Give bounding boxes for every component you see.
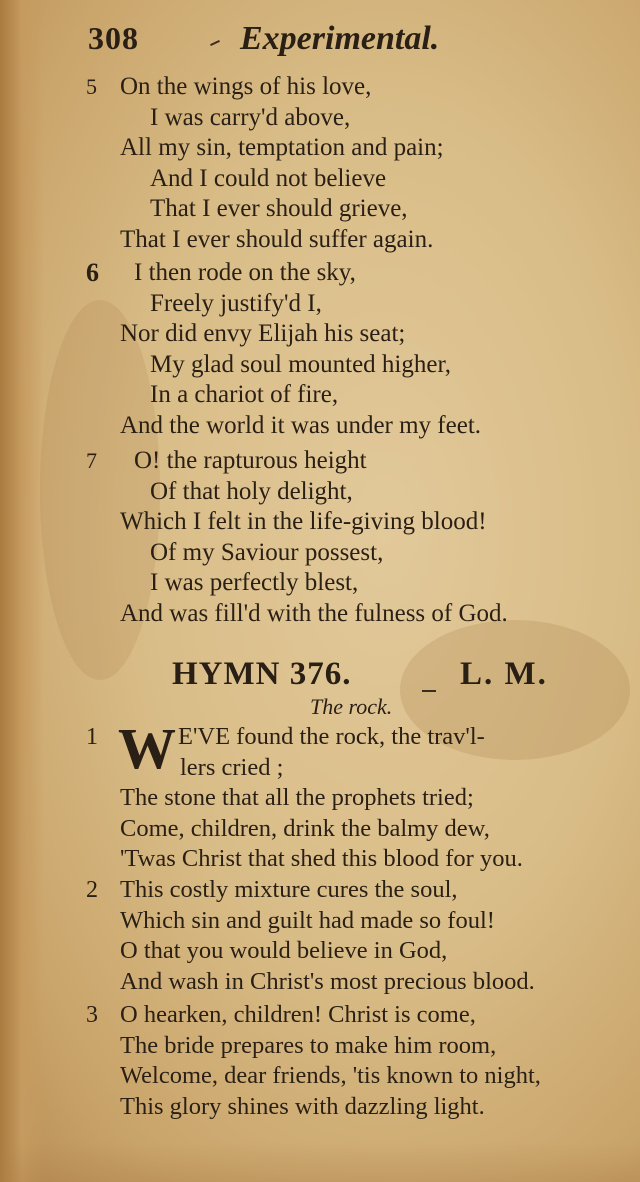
verse-line: The bride prepares to make him room,	[120, 1031, 497, 1059]
hymn-verse-1	[86, 716, 638, 875]
verse-line: That I ever should grieve,	[150, 195, 408, 222]
verse-line: lers cried ;	[180, 753, 284, 781]
verse-line	[86, 72, 636, 103]
verse-line-text: O! the rapturous height	[134, 447, 367, 474]
verse-line: Of that holy delight,	[150, 477, 353, 505]
verse-7	[86, 446, 636, 629]
verse-line: And wash in Christ's most precious blood.	[120, 967, 535, 995]
verse-number: 2	[86, 877, 98, 903]
verse-6	[86, 258, 636, 441]
verse-line: And the world it was under my feet.	[120, 411, 482, 439]
hymn-subtitle: The rock.	[310, 694, 393, 719]
page-header	[88, 18, 478, 62]
verse-line-text: E'VE found the rock, the trav'l-	[178, 723, 485, 750]
verse-line-text: This costly mixture cures the soul,	[120, 876, 458, 903]
verse-line: 'Twas Christ that shed this blood for you.	[120, 845, 523, 872]
verse-line: Of my Saviour possest,	[150, 538, 384, 566]
verse-line: I was perfectly blest,	[150, 569, 359, 596]
verse-line: That I ever should suffer again.	[120, 225, 434, 253]
verse-line: The stone that all the prophets tried;	[120, 784, 474, 811]
hymn-meter: L. M.	[460, 656, 548, 692]
drop-cap: W	[118, 716, 176, 781]
verse-line: Welcome, dear friends, 'tis known to night,	[120, 1062, 541, 1089]
verse-line	[86, 1000, 638, 1031]
page-number: 308	[88, 20, 139, 56]
verse-number: 1	[86, 724, 98, 750]
verse-line	[86, 722, 638, 753]
verse-line: O that you would believe in God,	[120, 937, 448, 964]
page-edge-shadow	[0, 0, 44, 1182]
paper-bottom-stain	[0, 1142, 640, 1182]
running-title: Experimental.	[240, 20, 440, 57]
verse-number: 3	[86, 1002, 98, 1028]
verse-line	[86, 875, 638, 906]
verse-line: And was fill'd with the fulness of God.	[120, 599, 508, 627]
verse-line: All my sin, temptation and pain;	[120, 134, 444, 161]
verse-line: In a chariot of fire,	[150, 381, 339, 408]
verse-line	[86, 258, 636, 289]
verse-line: Which sin and guilt had made so foul!	[120, 906, 495, 934]
verse-line: I was carry'd above,	[150, 103, 351, 131]
verse-line: And I could not believe	[150, 164, 387, 192]
header-dash	[210, 40, 220, 46]
verse-5	[86, 72, 636, 255]
hymn-number: HYMN 376.	[172, 656, 352, 692]
verse-number: 6	[86, 258, 99, 287]
verse-line: My glad soul mounted higher,	[150, 350, 452, 378]
verse-line: Which I felt in the life-giving blood!	[120, 508, 487, 535]
verse-number: 7	[86, 448, 97, 473]
verse-line: Freely justify'd I,	[150, 289, 322, 317]
verse-line: This glory shines with dazzling light.	[120, 1092, 485, 1120]
hymn-verse-2	[86, 875, 638, 997]
hymn-verse-3	[86, 1000, 638, 1122]
verse-line: Come, children, drink the balmy dew,	[120, 814, 490, 842]
verse-line-text: I then rode on the sky,	[134, 259, 356, 286]
verse-line: Nor did envy Elijah his seat;	[120, 320, 406, 347]
verse-number: 5	[86, 74, 97, 99]
verse-line	[86, 446, 636, 477]
verse-line-text: O hearken, children! Christ is come,	[120, 1001, 476, 1028]
verse-line-text: On the wings of his love,	[120, 73, 372, 100]
heading-dash	[422, 690, 436, 692]
